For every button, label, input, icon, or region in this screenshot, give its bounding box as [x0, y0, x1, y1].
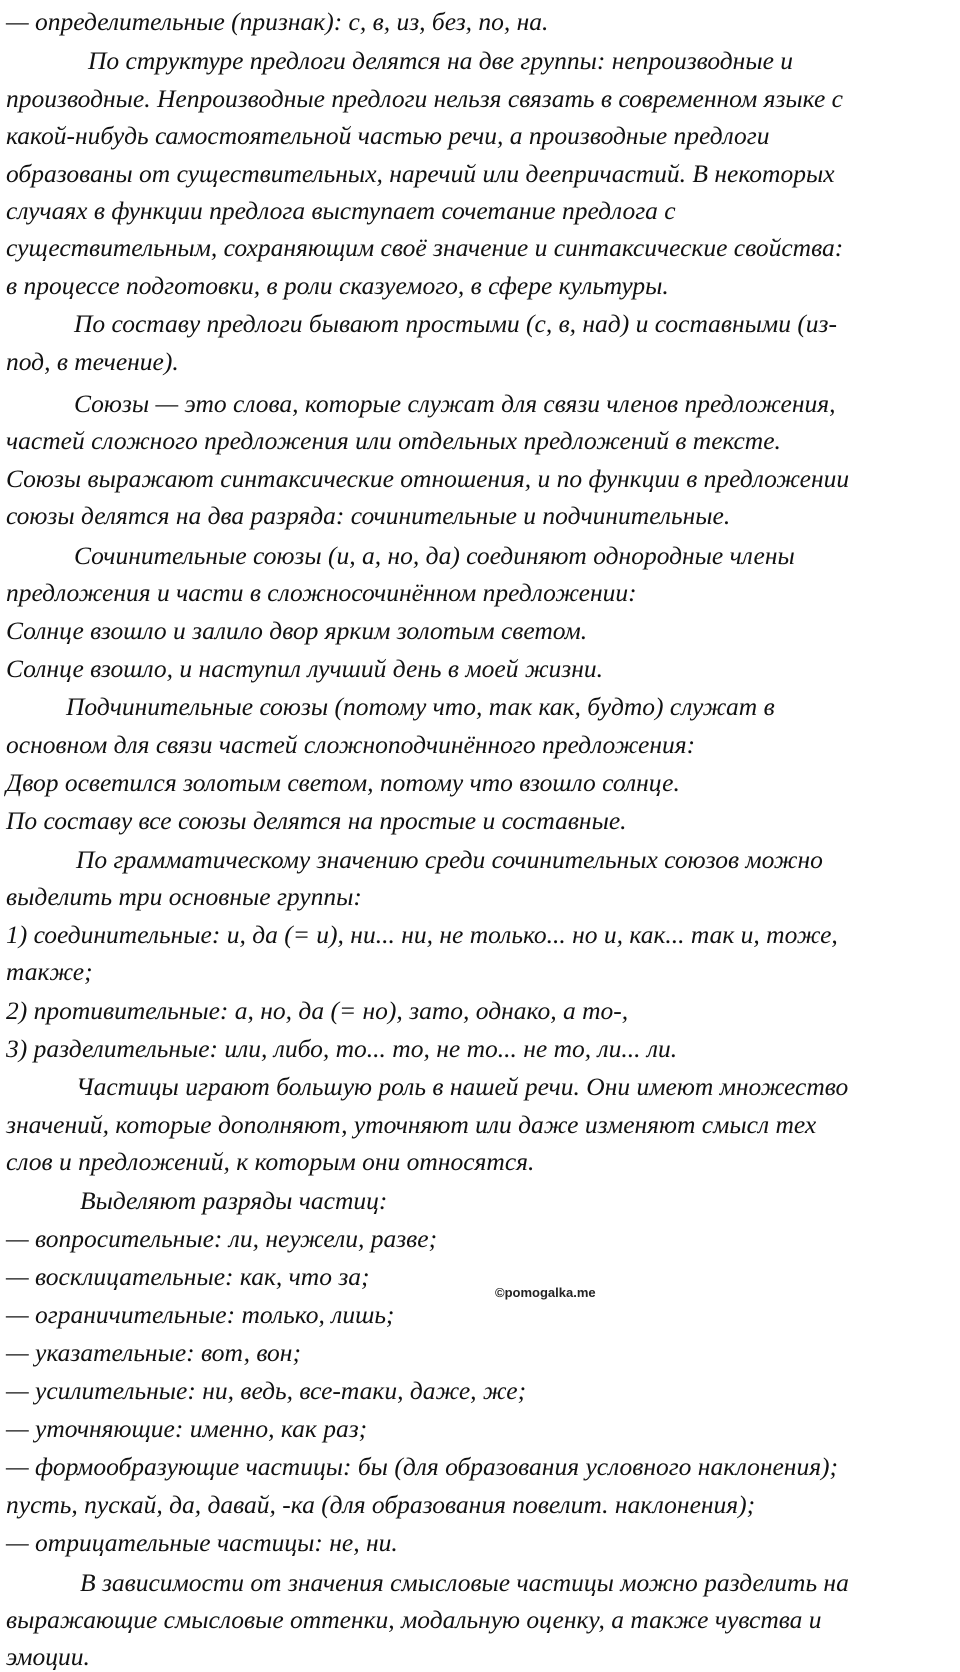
text-line: Выделяют разряды частиц:: [80, 1186, 388, 1215]
text-line: слов и предложений, к которым они относятся.: [6, 1147, 535, 1176]
text-line: По структуре предлоги делятся на две группы: непроизводные и: [88, 46, 794, 75]
text-line: эмоции.: [6, 1642, 90, 1671]
text-line: Солнце взошло, и наступил лучший день в моей жизни.: [6, 654, 604, 683]
text-line: Подчинительные союзы (потому что, так как, будто) служат в: [66, 692, 775, 721]
watermark: ©pomogalka.me: [495, 1285, 596, 1300]
text-line: — восклицательные: как, что за;: [6, 1262, 370, 1291]
text-line: производные. Непроизводные предлоги нельзя связать в современном языке с: [6, 84, 843, 113]
text-line: Двор осветился золотым светом, потому что взошло солнце.: [6, 768, 680, 797]
text-line: частей сложного предложения или отдельных предложений в тексте.: [6, 426, 781, 455]
text-line: По грамматическому значению среди сочинительных союзов можно: [76, 845, 823, 874]
text-line: под, в течение).: [6, 347, 179, 376]
text-line: основном для связи частей сложноподчинённого предложения:: [6, 730, 696, 759]
text-line: выражающие смысловые оттенки, модальную оценку, а также чувства и: [6, 1605, 822, 1634]
text-line: существительным, сохраняющим своё значение и синтаксические свойства:: [6, 233, 844, 262]
text-line: какой-нибудь самостоятельной частью речи, а производные предлоги: [6, 121, 770, 150]
text-line: образованы от существительных, наречий или деепричастий. В некоторых: [6, 159, 835, 188]
text-line: — уточняющие: именно, как раз;: [6, 1414, 368, 1443]
text-line: в процессе подготовки, в роли сказуемого, в сфере культуры.: [6, 271, 669, 300]
text-line: также;: [6, 957, 93, 986]
text-line: — формообразующие частицы: бы (для образования условного наклонения);: [6, 1452, 839, 1481]
text-line: Союзы выражают синтаксические отношения, и по функции в предложении: [6, 464, 850, 493]
text-line: — определительные (признак): с, в, из, без, по, на.: [6, 7, 549, 36]
text-line: По составу предлоги бывают простыми (с, в, над) и составными (из-: [74, 309, 837, 338]
text-line: выделить три основные группы:: [6, 882, 362, 911]
text-line: 3) разделительные: или, либо, то... то, не то... не то, ли... ли.: [6, 1034, 678, 1063]
text-line: — вопросительные: ли, неужели, разве;: [6, 1224, 438, 1253]
text-line: 2) противительные: а, но, да (= но), зато, однако, а то-,: [6, 996, 629, 1025]
text-line: — усилительные: ни, ведь, все-таки, даже, же;: [6, 1376, 527, 1405]
text-line: Частицы играют большую роль в нашей речи. Они имеют множество: [76, 1072, 849, 1101]
text-line: — ограничительные: только, лишь;: [6, 1300, 395, 1329]
text-line: В зависимости от значения смысловые частицы можно разделить на: [80, 1568, 849, 1597]
text-line: значений, которые дополняют, уточняют или даже изменяют смысл тех: [6, 1110, 817, 1139]
text-line: союзы делятся на два разряда: сочинительные и подчинительные.: [6, 501, 731, 530]
text-line: пусть, пускай, да, давай, -ка (для образования повелит. наклонения);: [6, 1490, 756, 1519]
text-line: Союзы — это слова, которые служат для связи членов предложения,: [74, 389, 836, 418]
text-line: По составу все союзы делятся на простые и составные.: [6, 806, 627, 835]
text-line: случаях в функции предлога выступает сочетание предлога с: [6, 196, 676, 225]
text-line: Солнце взошло и залило двор ярким золотым светом.: [6, 616, 588, 645]
text-line: Сочинительные союзы (и, а, но, да) соединяют однородные члены: [74, 541, 795, 570]
text-line: — отрицательные частицы: не, ни.: [6, 1528, 398, 1557]
text-line: — указательные: вот, вон;: [6, 1338, 301, 1367]
text-line: 1) соединительные: и, да (= и), ни... ни, не только... но и, как... так и, тоже,: [6, 920, 838, 949]
text-line: предложения и части в сложносочинённом предложении:: [6, 578, 637, 607]
